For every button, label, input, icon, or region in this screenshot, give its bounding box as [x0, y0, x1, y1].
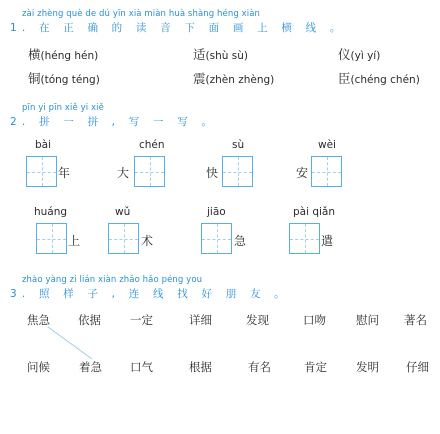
- q1-pinyin: zài zhèng què de dú yīn xià miàn huà shàng héng xiàn: [22, 9, 261, 19]
- q1-number: 1.: [10, 22, 31, 34]
- q3-bottom-word-7[interactable]: 发明: [356, 360, 379, 374]
- q2-r1-pinyin-4: wèi: [318, 139, 336, 151]
- q1-item-char: 震: [193, 71, 206, 86]
- q1-item-options: (tóng téng): [40, 74, 100, 86]
- q2-r1-char-4: 安: [296, 166, 309, 180]
- q3-bottom-word-1[interactable]: 问候: [27, 360, 50, 374]
- q3-top-word-1[interactable]: 焦急: [27, 313, 50, 327]
- q2-r1-pinyin-3: sù: [232, 139, 245, 151]
- q1-item-char: 臣: [338, 71, 351, 86]
- q3-top-word-8[interactable]: 著名: [404, 313, 427, 327]
- q1-item-options: (chéng chén): [350, 74, 420, 86]
- q2-r2-pinyin-3: jiāo: [207, 206, 226, 218]
- q1-item-char: 仪: [338, 47, 351, 62]
- q3-top-word-7[interactable]: 慰问: [356, 313, 379, 327]
- q1-item-char: 横: [28, 47, 41, 62]
- q3-bottom-word-6[interactable]: 肯定: [304, 360, 327, 374]
- q3-top-word-2[interactable]: 依据: [78, 313, 101, 327]
- q2-r2-char-1: 上: [68, 234, 81, 248]
- q3-top-row: [0, 312, 440, 332]
- q2-number: 2.: [10, 116, 31, 128]
- q2-r1-pinyin-1: bài: [35, 139, 52, 151]
- q1-instruction: 在 正 确 的 读 音 下 面 画 上 横 线 。: [38, 22, 346, 34]
- q3-instruction: 照 样 子 , 连 线 找 好 朋 友 。: [38, 288, 290, 300]
- q2-pinyin: pīn yi pīn xiě yi xiě: [22, 103, 104, 113]
- q2-r2-char-3: 急: [234, 234, 247, 248]
- q2-r1-char-3: 快: [206, 166, 219, 180]
- q1-item-char: 铜: [28, 71, 41, 86]
- q3-number: 3.: [10, 288, 31, 300]
- q1-item-char: 适: [193, 47, 206, 62]
- q1-item-options: (shù sù): [205, 50, 248, 62]
- q3-top-word-3[interactable]: 一定: [130, 313, 153, 327]
- q2-r2-char-2: 术: [141, 234, 154, 248]
- q2-r2-pinyin-2: wǔ: [115, 206, 131, 218]
- q3-bottom-row: [0, 359, 440, 379]
- q2-r2-pinyin-1: huáng: [34, 206, 68, 218]
- q2-instruction: 拼 一 拼 , 写 一 写 。: [38, 116, 218, 128]
- q1-item-options: (héng hén): [40, 50, 99, 62]
- q3-bottom-word-2[interactable]: 着急: [79, 360, 102, 374]
- q2-r1-char-1: 年: [58, 166, 71, 180]
- q2-r1-char-2: 大: [117, 166, 130, 180]
- q1-item-options: (zhèn zhèng): [205, 74, 275, 86]
- q3-top-word-4[interactable]: 详细: [189, 313, 212, 327]
- q3-pinyin: zhào yàng zi lián xiàn zhǎo hǎo péng you: [22, 275, 203, 285]
- q2-r2-char-4: 遣: [321, 234, 334, 248]
- q3-bottom-word-4[interactable]: 根据: [189, 360, 212, 374]
- q2-r1-pinyin-2: chén: [139, 139, 165, 151]
- q3-bottom-word-3[interactable]: 口气: [130, 360, 153, 374]
- q3-bottom-word-5[interactable]: 有名: [248, 360, 271, 374]
- q1-item-options: (yì yí): [350, 50, 381, 62]
- q3-top-word-6[interactable]: 口吻: [303, 313, 326, 327]
- q2-r2-pinyin-4: pài qiǎn: [293, 206, 336, 218]
- q3-bottom-word-8[interactable]: 仔细: [406, 360, 429, 374]
- q3-top-word-5[interactable]: 发现: [246, 313, 269, 327]
